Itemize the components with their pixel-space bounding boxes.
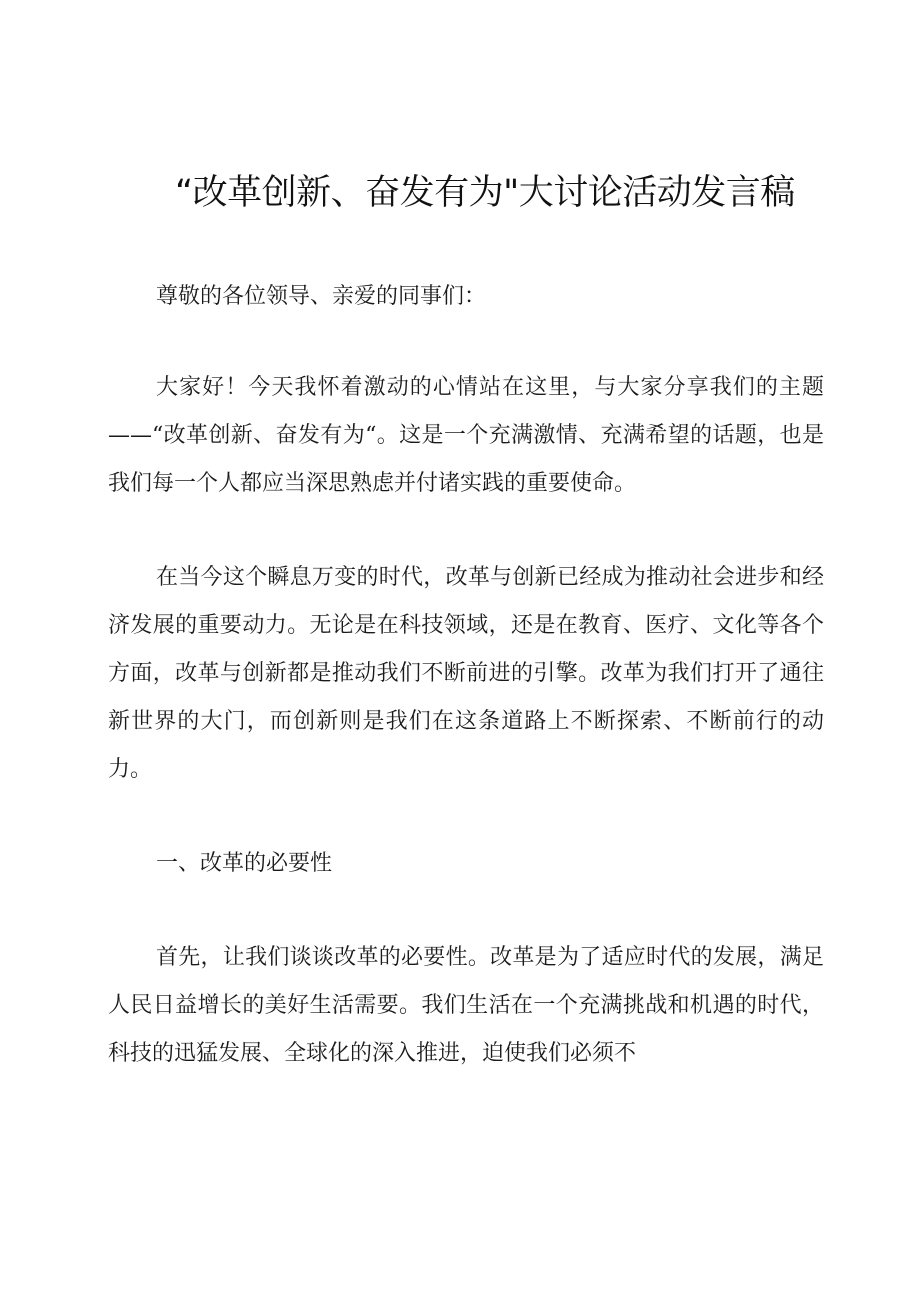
intro-paragraph: 大家好！今天我怀着激动的心情站在这里，与大家分享我们的主题——“改革创新、奋发有为“。这是一个充满激情、充满希望的话题，也是我们每一个人都应当深思熟虑并付诸实践的重要使命。 <box>108 375 824 496</box>
section-heading: 一、改革的必要性 <box>156 851 333 876</box>
document-title: “改革创新、奋发有为"大讨论活动发言稿 <box>175 173 795 213</box>
first-point-paragraph: 首先，让我们谈谈改革的必要性。改革是为了适应时代的发展，满足人民日益增长的美好生活需要。我们生活在一个充满挑战和机遇的时代，科技的迅猛发展、全球化的深入推进，迫使我们必须不 <box>108 945 824 1066</box>
era-paragraph: 在当今这个瞬息万变的时代，改革与创新已经成为推动社会进步和经济发展的重要动力。无论是在科技领域，还是在教育、医疗、文化等各个方面，改革与创新都是推动我们不断前进的引擎。改革为我们打开了通往新世界的大门，而创新则是我们在这条道路上不断探索、不断前行的动力。 <box>108 565 824 782</box>
greeting-paragraph: 尊敬的各位领导、亲爱的同事们： <box>156 284 487 309</box>
